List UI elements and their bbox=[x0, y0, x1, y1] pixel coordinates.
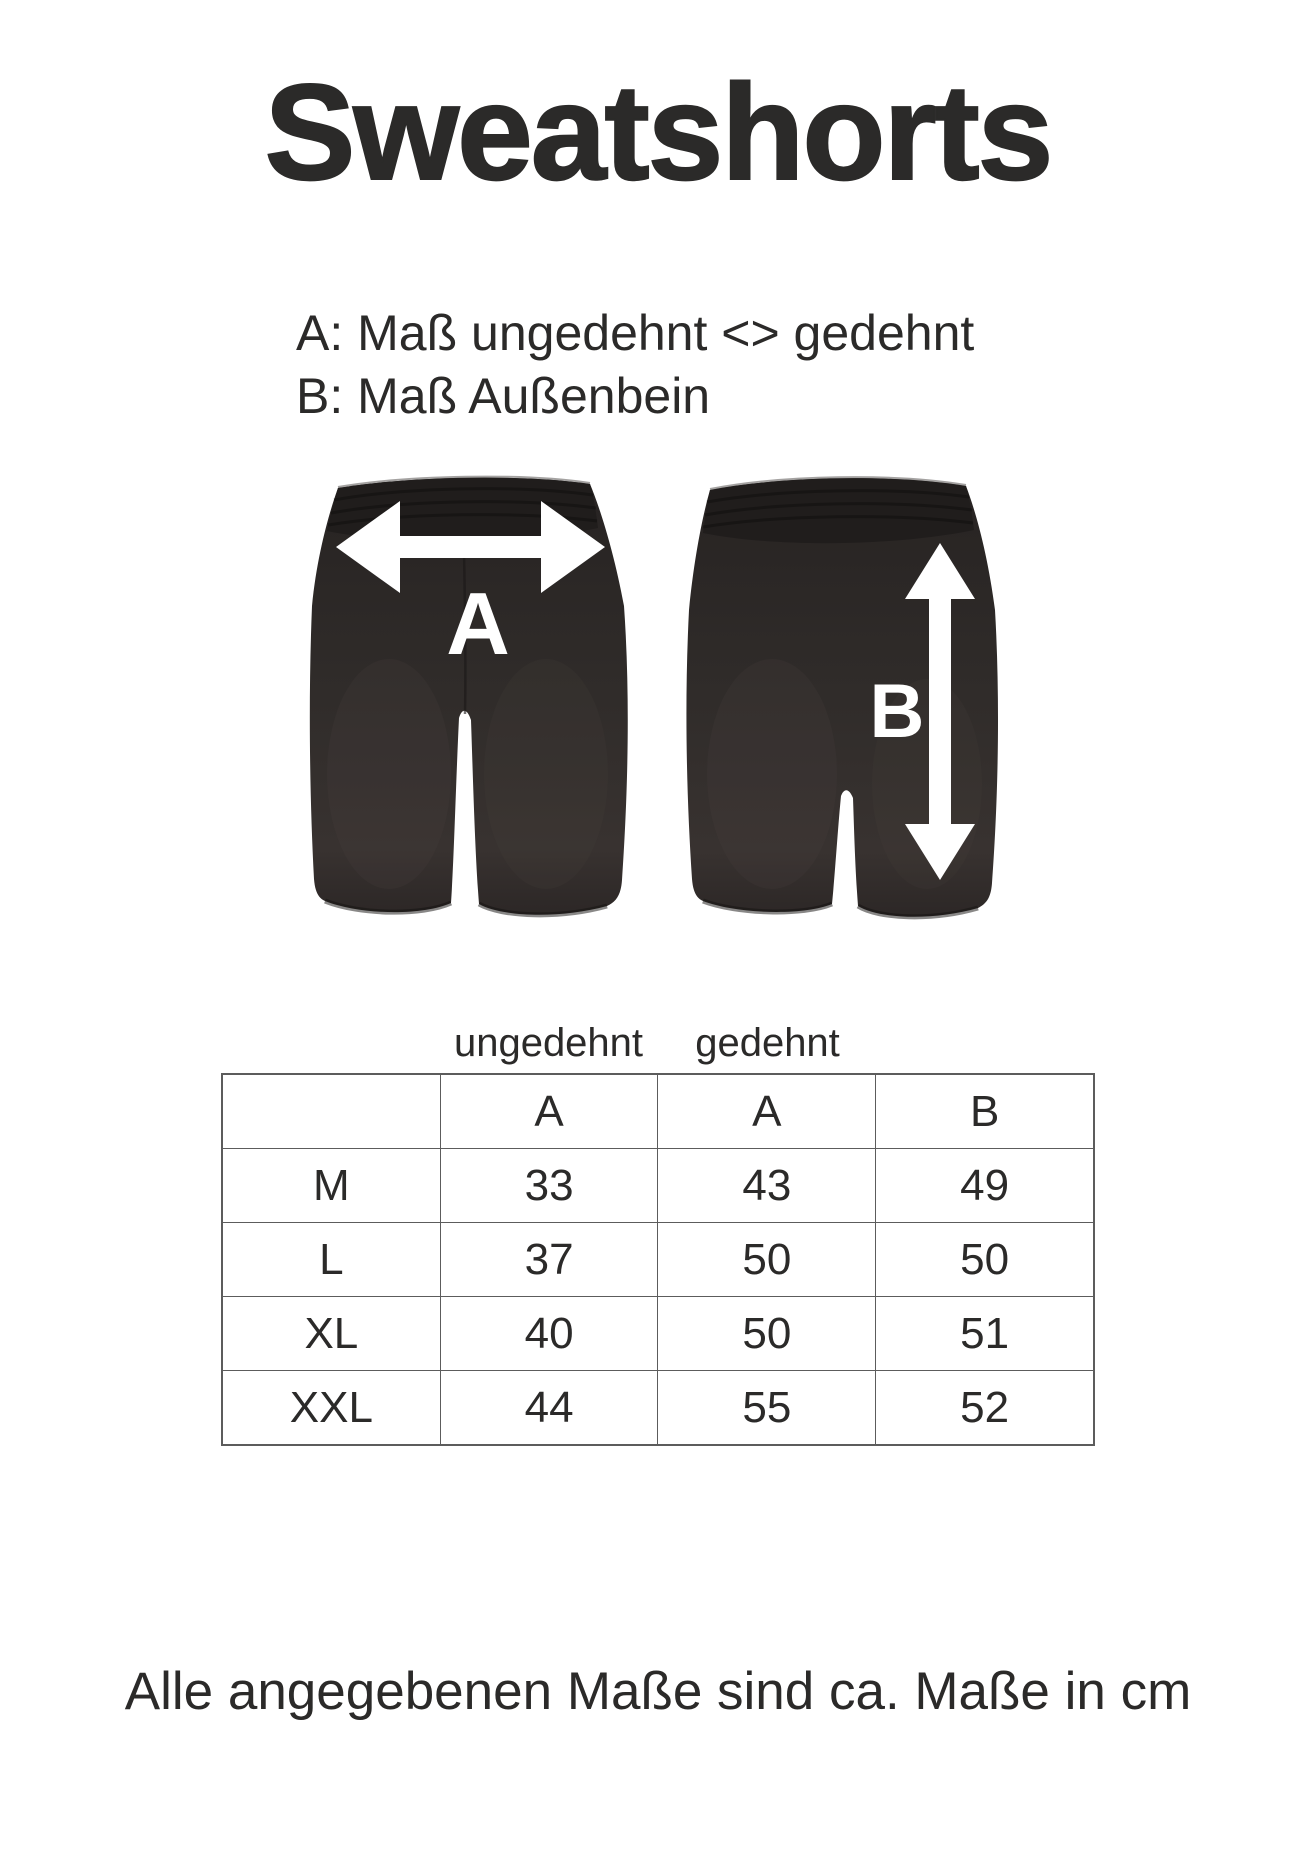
measurement-cell: 50 bbox=[658, 1223, 876, 1297]
size-table bbox=[221, 1073, 1095, 1446]
measurement-cell: 55 bbox=[658, 1371, 876, 1446]
measurement-cell: 49 bbox=[876, 1149, 1094, 1223]
page-title: Sweatshorts bbox=[264, 56, 1052, 208]
measurement-cell: 40 bbox=[440, 1297, 658, 1371]
column-header-size bbox=[222, 1074, 440, 1149]
legend-line-b: B: Maß Außenbein bbox=[296, 368, 711, 424]
measurement-cell: 50 bbox=[876, 1223, 1094, 1297]
table-row bbox=[222, 1297, 1094, 1371]
shorts-illustration bbox=[280, 470, 1020, 920]
legend-line-a: A: Maß ungedehnt <> gedehnt bbox=[296, 305, 975, 361]
front-right-thigh-highlight bbox=[484, 659, 608, 889]
size-label: XXL bbox=[222, 1371, 440, 1446]
table-group-header-gedehnt: gedehnt bbox=[695, 1021, 840, 1065]
column-header-a-ungedehnt: A bbox=[440, 1074, 658, 1149]
column-header-b: B bbox=[876, 1074, 1094, 1149]
label-b: B bbox=[869, 669, 925, 754]
column-header-a-gedehnt: A bbox=[658, 1074, 876, 1149]
measurement-cell: 33 bbox=[440, 1149, 658, 1223]
label-a: A bbox=[446, 574, 510, 673]
table-header-row bbox=[222, 1074, 1094, 1149]
table-group-header-ungedehnt: ungedehnt bbox=[453, 1021, 644, 1065]
size-label: L bbox=[222, 1223, 440, 1297]
table-row bbox=[222, 1371, 1094, 1446]
size-label: M bbox=[222, 1149, 440, 1223]
table-row bbox=[222, 1223, 1094, 1297]
measurement-cell: 37 bbox=[440, 1223, 658, 1297]
measurement-cell: 44 bbox=[440, 1371, 658, 1446]
measurement-cell: 50 bbox=[658, 1297, 876, 1371]
table-row bbox=[222, 1149, 1094, 1223]
measurement-cell: 43 bbox=[658, 1149, 876, 1223]
front-left-thigh-highlight bbox=[327, 659, 451, 889]
footer-note: Alle angegebenen Maße sind ca. Maße in cm bbox=[124, 1662, 1192, 1721]
size-label: XL bbox=[222, 1297, 440, 1371]
side-left-thigh-highlight bbox=[707, 659, 837, 889]
measurement-cell: 52 bbox=[876, 1371, 1094, 1446]
measurement-cell: 51 bbox=[876, 1297, 1094, 1371]
measurement-legend bbox=[296, 302, 974, 428]
